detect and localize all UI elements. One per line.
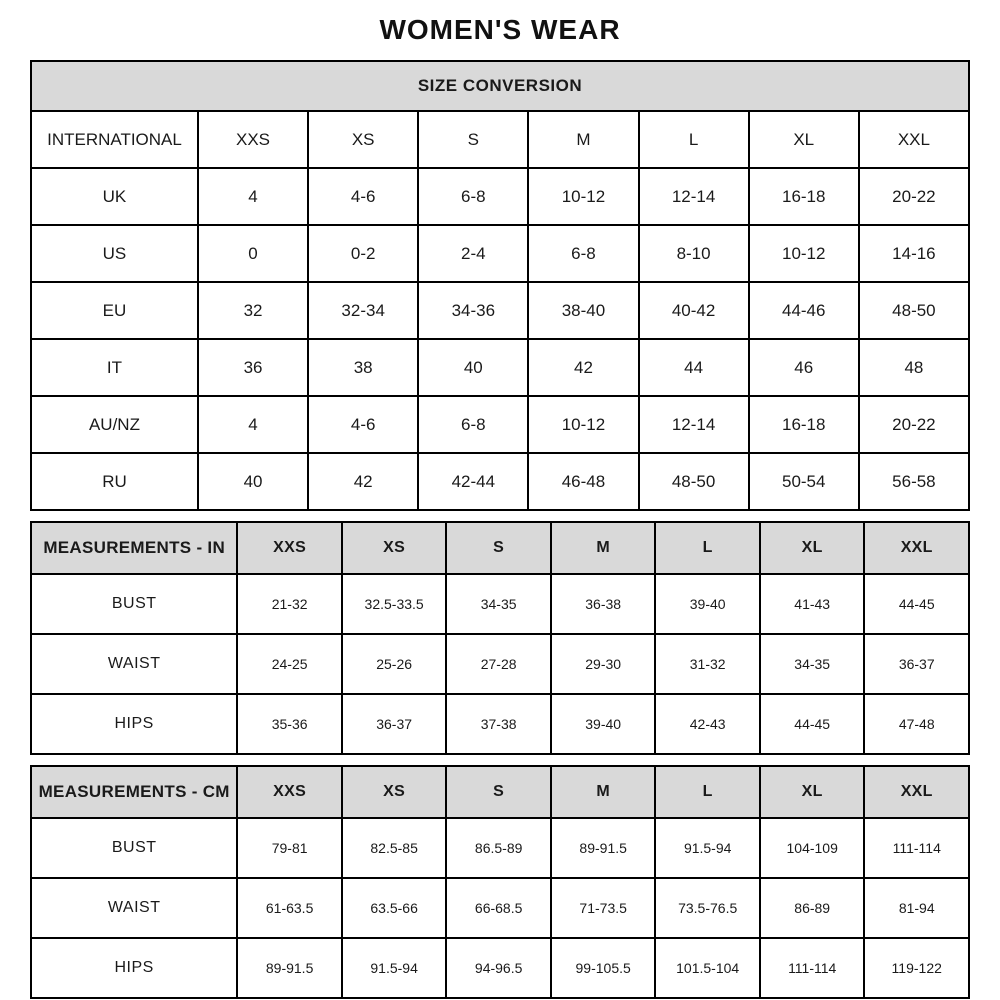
measurements-cm-table (30, 765, 970, 999)
measurement-value-cell: 35-36 (237, 694, 342, 754)
size-value-cell: 32-34 (308, 282, 418, 339)
measurement-value-cell: 36-37 (864, 634, 969, 694)
measurements-cm-row-waist (31, 878, 969, 938)
size-conversion-row-us (31, 225, 969, 282)
measurement-label: HIPS (31, 694, 237, 754)
size-column-xxl: XXL (859, 111, 969, 168)
size-conversion-row-aunz (31, 396, 969, 453)
measurement-value-cell: 101.5-104 (655, 938, 760, 998)
size-value-cell: 44-46 (749, 282, 859, 339)
size-conversion-column-row (31, 111, 969, 168)
size-column-xs: XS (342, 522, 447, 574)
size-value-cell: 16-18 (749, 168, 859, 225)
measurement-label: HIPS (31, 938, 237, 998)
size-value-cell: 8-10 (639, 225, 749, 282)
measurement-value-cell: 32.5-33.5 (342, 574, 447, 634)
measurement-value-cell: 25-26 (342, 634, 447, 694)
size-value-cell: 14-16 (859, 225, 969, 282)
measurement-value-cell: 34-35 (446, 574, 551, 634)
measurement-value-cell: 82.5-85 (342, 818, 447, 878)
size-value-cell: 42 (308, 453, 418, 510)
size-conversion-label-col: INTERNATIONAL (31, 111, 198, 168)
measurement-value-cell: 61-63.5 (237, 878, 342, 938)
size-value-cell: 40 (198, 453, 308, 510)
size-value-cell: 12-14 (639, 168, 749, 225)
measurement-value-cell: 39-40 (551, 694, 656, 754)
size-value-cell: 44 (639, 339, 749, 396)
measurement-label: WAIST (31, 634, 237, 694)
size-column-l: L (639, 111, 749, 168)
measurements-cm-row-hips (31, 938, 969, 998)
measurements-in-table (30, 521, 970, 755)
size-conversion-row-ru (31, 453, 969, 510)
size-value-cell: 6-8 (528, 225, 638, 282)
size-column-xxs: XXS (237, 522, 342, 574)
size-value-cell: 56-58 (859, 453, 969, 510)
size-column-xl: XL (760, 522, 865, 574)
size-conversion-row-it (31, 339, 969, 396)
size-column-xxs: XXS (237, 766, 342, 818)
measurement-value-cell: 104-109 (760, 818, 865, 878)
measurement-value-cell: 24-25 (237, 634, 342, 694)
size-value-cell: 48-50 (859, 282, 969, 339)
size-conversion-row-uk (31, 168, 969, 225)
measurement-value-cell: 47-48 (864, 694, 969, 754)
size-column-m: M (528, 111, 638, 168)
size-value-cell: 38-40 (528, 282, 638, 339)
measurement-label: BUST (31, 574, 237, 634)
size-column-m: M (551, 766, 656, 818)
size-column-xxl: XXL (864, 522, 969, 574)
size-column-xs: XS (308, 111, 418, 168)
size-value-cell: 48-50 (639, 453, 749, 510)
measurements-cm-header: MEASUREMENTS - CM (31, 766, 237, 818)
measurement-value-cell: 71-73.5 (551, 878, 656, 938)
size-value-cell: 40 (418, 339, 528, 396)
measurement-value-cell: 119-122 (864, 938, 969, 998)
measurement-value-cell: 81-94 (864, 878, 969, 938)
size-conversion-banner-row (31, 61, 969, 111)
size-value-cell: 0-2 (308, 225, 418, 282)
region-label: EU (31, 282, 198, 339)
size-value-cell: 4 (198, 168, 308, 225)
size-value-cell: 40-42 (639, 282, 749, 339)
measurement-value-cell: 94-96.5 (446, 938, 551, 998)
measurements-in-header-row (31, 522, 969, 574)
measurement-label: BUST (31, 818, 237, 878)
measurement-value-cell: 34-35 (760, 634, 865, 694)
measurement-value-cell: 44-45 (760, 694, 865, 754)
region-label: US (31, 225, 198, 282)
measurement-value-cell: 39-40 (655, 574, 760, 634)
measurements-in-row-hips (31, 694, 969, 754)
measurement-value-cell: 29-30 (551, 634, 656, 694)
measurement-value-cell: 41-43 (760, 574, 865, 634)
size-column-s: S (446, 766, 551, 818)
measurement-value-cell: 66-68.5 (446, 878, 551, 938)
measurement-value-cell: 99-105.5 (551, 938, 656, 998)
size-column-s: S (446, 522, 551, 574)
measurement-value-cell: 79-81 (237, 818, 342, 878)
size-value-cell: 4-6 (308, 396, 418, 453)
size-column-s: S (418, 111, 528, 168)
measurement-value-cell: 63.5-66 (342, 878, 447, 938)
size-value-cell: 6-8 (418, 396, 528, 453)
size-value-cell: 4 (198, 396, 308, 453)
measurement-value-cell: 89-91.5 (551, 818, 656, 878)
size-value-cell: 38 (308, 339, 418, 396)
measurement-value-cell: 73.5-76.5 (655, 878, 760, 938)
size-column-xxl: XXL (864, 766, 969, 818)
measurement-value-cell: 36-37 (342, 694, 447, 754)
size-column-m: M (551, 522, 656, 574)
size-column-xl: XL (760, 766, 865, 818)
size-value-cell: 34-36 (418, 282, 528, 339)
size-value-cell: 42 (528, 339, 638, 396)
size-column-l: L (655, 766, 760, 818)
measurement-value-cell: 42-43 (655, 694, 760, 754)
page-title: WOMEN'S WEAR (379, 14, 621, 45)
measurements-in-header: MEASUREMENTS - IN (31, 522, 237, 574)
measurement-value-cell: 31-32 (655, 634, 760, 694)
size-column-xs: XS (342, 766, 447, 818)
size-value-cell: 42-44 (418, 453, 528, 510)
size-value-cell: 50-54 (749, 453, 859, 510)
size-value-cell: 10-12 (528, 168, 638, 225)
size-conversion-header: SIZE CONVERSION (31, 61, 969, 111)
measurement-value-cell: 91.5-94 (655, 818, 760, 878)
measurement-value-cell: 27-28 (446, 634, 551, 694)
region-label: IT (31, 339, 198, 396)
size-value-cell: 0 (198, 225, 308, 282)
measurement-value-cell: 111-114 (864, 818, 969, 878)
measurement-value-cell: 89-91.5 (237, 938, 342, 998)
size-value-cell: 10-12 (528, 396, 638, 453)
size-value-cell: 46-48 (528, 453, 638, 510)
measurement-value-cell: 44-45 (864, 574, 969, 634)
size-value-cell: 20-22 (859, 168, 969, 225)
size-value-cell: 6-8 (418, 168, 528, 225)
measurement-value-cell: 86.5-89 (446, 818, 551, 878)
measurement-value-cell: 86-89 (760, 878, 865, 938)
measurement-value-cell: 111-114 (760, 938, 865, 998)
size-value-cell: 16-18 (749, 396, 859, 453)
size-value-cell: 20-22 (859, 396, 969, 453)
size-value-cell: 2-4 (418, 225, 528, 282)
measurement-value-cell: 36-38 (551, 574, 656, 634)
size-value-cell: 48 (859, 339, 969, 396)
size-conversion-table (30, 60, 970, 511)
measurements-cm-header-row (31, 766, 969, 818)
region-label: AU/NZ (31, 396, 198, 453)
measurements-cm-row-bust (31, 818, 969, 878)
size-value-cell: 46 (749, 339, 859, 396)
size-column-xl: XL (749, 111, 859, 168)
measurement-value-cell: 21-32 (237, 574, 342, 634)
size-conversion-row-eu (31, 282, 969, 339)
size-value-cell: 10-12 (749, 225, 859, 282)
size-value-cell: 12-14 (639, 396, 749, 453)
region-label: RU (31, 453, 198, 510)
size-column-xxs: XXS (198, 111, 308, 168)
size-column-l: L (655, 522, 760, 574)
size-value-cell: 36 (198, 339, 308, 396)
size-value-cell: 4-6 (308, 168, 418, 225)
size-value-cell: 32 (198, 282, 308, 339)
measurements-in-row-bust (31, 574, 969, 634)
measurement-label: WAIST (31, 878, 237, 938)
measurements-in-row-waist (31, 634, 969, 694)
region-label: UK (31, 168, 198, 225)
measurement-value-cell: 91.5-94 (342, 938, 447, 998)
measurement-value-cell: 37-38 (446, 694, 551, 754)
